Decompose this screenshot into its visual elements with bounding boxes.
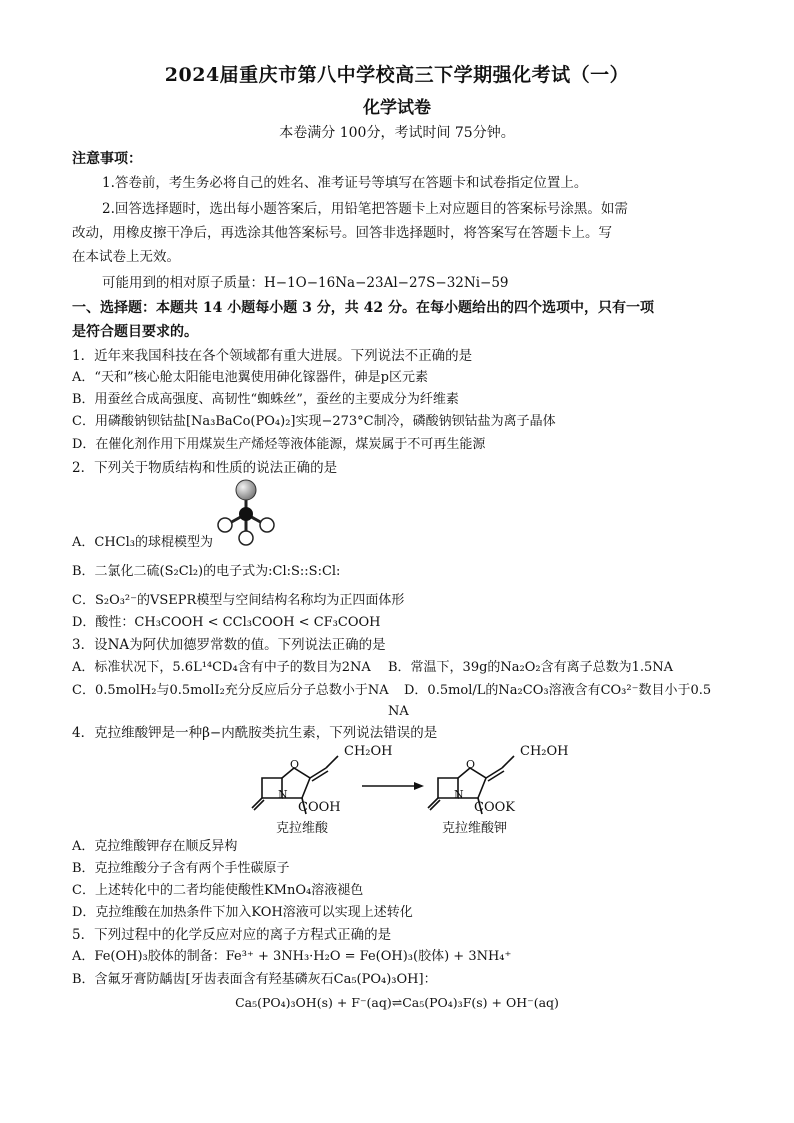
question-3-option-c: C．0.5molH₂与0.5molI₂充分反应后分子总数小于NA [72, 683, 389, 698]
right-ring-o-label: O [466, 758, 476, 771]
page-title: 2024届重庆市第八中学校高三下学期强化考试（一） [164, 64, 630, 86]
right-ring-n-label: N [454, 788, 464, 801]
section-heading: 一、选择题：本题共 14 小题每小题 3 分，共 42 分。在每小题给出的四个选项中，只有一项 [72, 300, 654, 316]
question-5-stem: 5．下列过程中的化学反应对应的离子方程式正确的是 [72, 927, 392, 943]
left-molecule-caption: 克拉维酸 [276, 821, 329, 836]
question-1-option-a: A．“天和”核心舱太阳能电池翼使用砷化镓器件，砷是p区元素 [72, 370, 429, 385]
right-ch2oh-label: CH₂OH [520, 744, 569, 759]
left-ring-n-label: N [278, 788, 288, 801]
notice-title: 注意事项： [72, 151, 142, 167]
right-cook-label: COOK [474, 800, 515, 815]
notice-item-2-cont2: 在本试卷上无效。 [72, 249, 180, 265]
question-4-option-b: B．克拉维酸分子含有两个手性碳原子 [72, 861, 290, 876]
right-molecule-caption: 克拉维酸钾 [442, 821, 508, 836]
question-1-stem: 1．近年来我国科技在各个领域都有重大进展。下列说法不正确的是 [72, 348, 473, 364]
question-3-option-d-cont: NA [388, 704, 409, 719]
notice-item-1: 1.答卷前，考生务必将自己的姓名、准考证号等填写在答题卡和试卷指定位置上。 [102, 175, 588, 191]
question-2-option-a: A．CHCl₃的球棍模型为 [72, 535, 213, 550]
left-cooh-label: COOH [298, 800, 341, 815]
question-5-option-b: B．含氟牙膏防龋齿[牙齿表面含有羟基磷灰石Ca₅(PO₄)₃OH]： [72, 972, 437, 987]
question-2-option-b: B．二氯化二硫(S₂Cl₂)的电子式为:Cl:S::S:Cl: [72, 564, 341, 579]
question-2-stem: 2．下列关于物质结构和性质的说法正确的是 [72, 460, 338, 476]
notice-item-2: 2.回答选择题时，选出每小题答案后，用铅笔把答题卡上对应题目的答案标号涂黑。如需 [102, 201, 628, 217]
question-5-option-a: A．Fe(OH)₃胶体的制备：Fe³⁺ + 3NH₃·H₂O = Fe(OH)₃(胶体) + 3NH₄⁺ [72, 949, 512, 964]
question-2-option-d: D．酸性：CH₃COOH < CCl₃COOH < CF₃COOH [72, 615, 381, 630]
question-1-option-d: D．在催化剂作用下用煤炭生产烯烃等液体能源，煤炭属于不可再生能源 [72, 437, 486, 452]
question-3-stem: 3．设NA为阿伏加德罗常数的值。下列说法正确的是 [72, 637, 386, 653]
atomic-mass-note: 可能用到的相对原子质量：H−1O−16Na−23Al−27S−32Ni−59 [102, 275, 509, 291]
question-4-option-c: C．上述转化中的二者均能使酸性KMnO₄溶液褪色 [72, 883, 364, 898]
question-3-option-d: D．0.5mol/L的Na₂CO₃溶液含有CO₃²⁻数目小于0.5 [404, 683, 712, 698]
question-4-option-a: A．克拉维酸钾存在顺反异构 [72, 839, 238, 854]
question-4-option-d: D．克拉维酸在加热条件下加入KOH溶液可以实现上述转化 [72, 905, 413, 920]
question-5-option-b-equation: Ca₅(PO₄)₃OH(s) + F⁻(aq)⇌Ca₅(PO₄)₃F(s) + OH⁻(aq) [235, 995, 559, 1010]
left-ring-o-label: O [290, 758, 300, 771]
left-ch2oh-label: CH₂OH [344, 744, 393, 759]
page-subtitle: 化学试卷 [363, 98, 431, 118]
exam-meta: 本卷满分 100分，考试时间 75分钟。 [279, 125, 515, 141]
question-1-option-c: C．用磷酸钠钡钴盐[Na₃BaCo(PO₄)₂]实现−273°C制冷，磷酸钠钡钴盐为离子晶体 [72, 414, 556, 429]
notice-item-2-cont: 改动，用橡皮擦干净后，再选涂其他答案标号。回答非选择题时，将答案写在答题卡上。写 [72, 225, 612, 241]
question-4-stem: 4．克拉维酸钾是一种β−内酰胺类抗生素，下列说法错误的是 [72, 725, 438, 741]
question-1-option-b: B．用蚕丝合成高强度、高韧性“蜘蛛丝”，蚕丝的主要成分为纤维素 [72, 392, 459, 407]
section-heading-cont: 是符合题目要求的。 [72, 324, 198, 340]
question-3-option-a: A．标准状况下，5.6L¹⁴CD₄含有中子的数目为2NA [72, 660, 371, 675]
question-2-option-c: C．S₂O₃²⁻的VSEPR模型与空间结构名称均为正四面体形 [72, 593, 405, 608]
question-3-option-b: B．常温下，39g的Na₂O₂含有离子总数为1.5NA [388, 660, 674, 675]
